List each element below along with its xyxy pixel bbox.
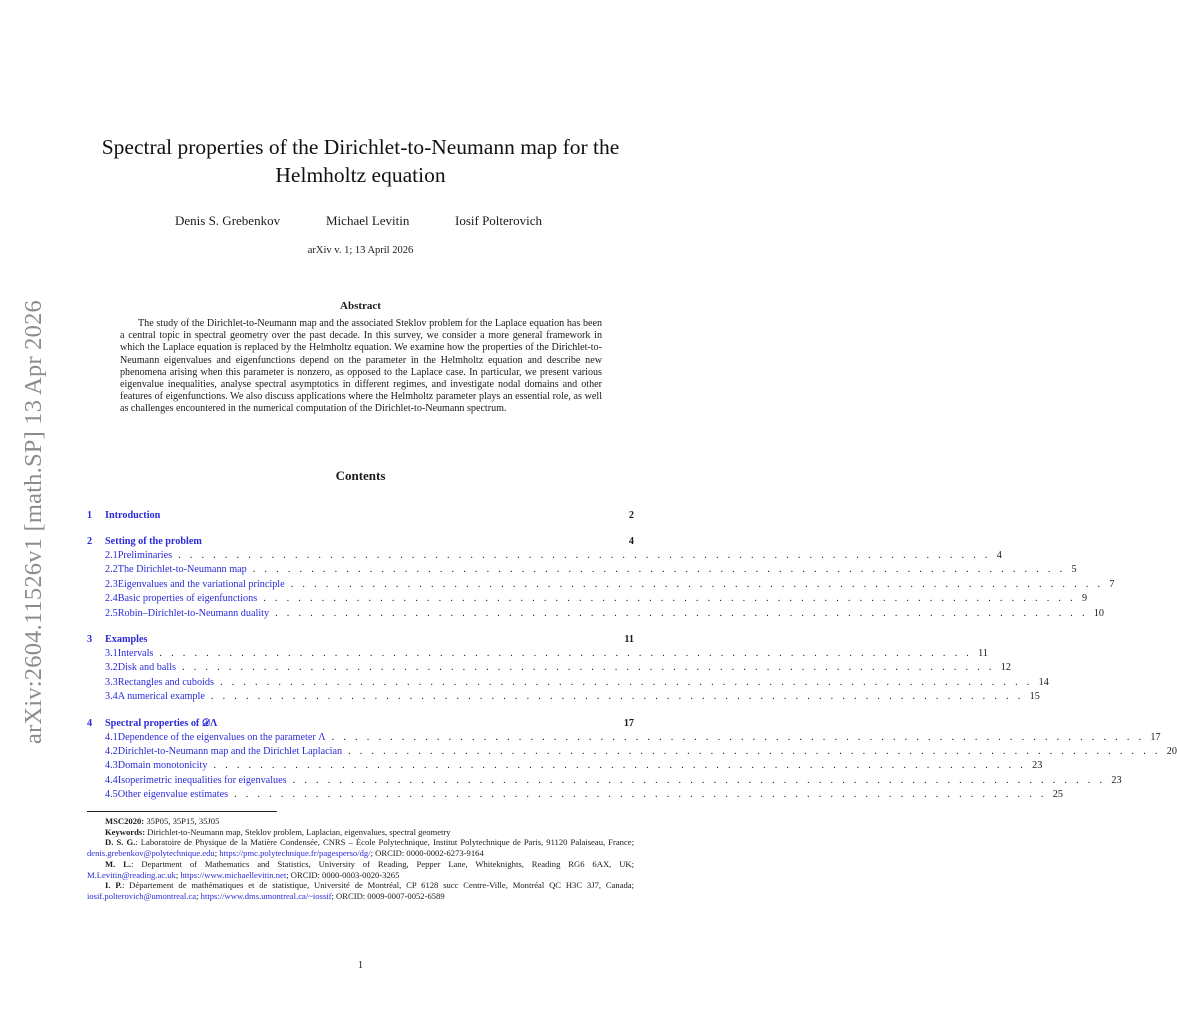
toc-page-number: 4	[996, 550, 1002, 561]
toc-section[interactable]	[87, 536, 634, 550]
toc-section[interactable]	[87, 510, 634, 524]
toc-page-number: 10	[1093, 607, 1105, 619]
toc-subsection-title[interactable]: Other eigenvalue estimates	[117, 789, 229, 801]
toc-subsection[interactable]	[87, 774, 1122, 789]
keywords-line	[87, 827, 634, 838]
toc-leader-dots: . . . . . . . . . . . . . . . . . . . . . . . . . . . . . . . . . . . . . . . . . . . . . . . . . . . . . . . . . . . . . . . . . . . . . .	[219, 676, 1033, 688]
author-name: Michael Levitin	[326, 213, 410, 228]
toc-subsection-number: 4.5	[105, 789, 118, 801]
affiliation-text: : Laboratoire de Physique de la Matière Condensée, CNRS – École Polytechnique, Institut Polytechnique de Paris, 91120 Palaiseau, France;	[135, 837, 634, 848]
author-name: Denis S. Grebenkov	[175, 213, 281, 228]
msc-value: 35P05, 35P15, 35J05	[146, 816, 220, 826]
toc-subsection-number: 4.3	[105, 760, 118, 772]
toc-subsection-title[interactable]: Rectangles and cuboids	[117, 676, 214, 688]
affiliation-ip: I. P.: Département de mathématiques et de statistique, Université de Montréal, CP 6128 succ Centre-Ville, Montréal QC H3C 3J7, Canada; iosif.polterovich@umontreal.ca; https://www.dms.umontreal.ca/~iossif; ORCID: 0009-0007-0052-6589	[87, 880, 635, 901]
toc-section-number: 4	[87, 717, 93, 729]
toc-subsection-number: 3.4	[105, 691, 118, 703]
email-link[interactable]: denis.grebenkov@polytechnique.edu	[87, 848, 215, 859]
toc-subsection-title[interactable]: Preliminaries	[117, 550, 173, 561]
page-number: 1	[357, 960, 364, 971]
toc-leader-dots: . . . . . . . . . . . . . . . . . . . . . . . . . . . . . . . . . . . . . . . . . . . . . . . . . . . . . . . . . . . . . . . . . . . . . .	[331, 731, 1145, 743]
toc-leader-dots: . . . . . . . . . . . . . . . . . . . . . . . . . . . . . . . . . . . . . . . . . . . . . . . . . . . . . . . . . . . . . . . . . . . . . .	[178, 550, 991, 561]
homepage-link[interactable]: https://pmc.polytechnique.fr/pagesperso/dg/	[219, 848, 371, 859]
toc-subsection-title[interactable]: Intervals	[117, 647, 154, 659]
affiliation-text: : Department of Mathematics and Statistics, University of Reading, Pepper Lane, Whiteknights, Reading RG6 6AX, UK;	[131, 858, 635, 869]
toc-section-title[interactable]: Introduction	[105, 510, 161, 521]
toc-subsection[interactable]	[87, 676, 1049, 691]
author-initials: M. L.	[105, 858, 132, 869]
toc-subsection-title[interactable]: Dirichlet-to-Neumann map and the Dirichlet Laplacian	[117, 745, 343, 757]
keywords-value: Dirichlet-to-Neumann map, Steklov problem, Laplacian, eigenvalues, spectral geometry	[147, 826, 451, 837]
author-list	[0, 213, 721, 231]
toc-page-number: 23	[1032, 760, 1043, 772]
toc-leader-dots: . . . . . . . . . . . . . . . . . . . . . . . . . . . . . . . . . . . . . . . . . . . . . . . . . . . . . . . . . . . . . . . . . . . . . .	[234, 789, 1047, 801]
toc-subsection-title[interactable]: Disk and balls	[117, 662, 177, 674]
footnotes	[87, 816, 634, 902]
email-link[interactable]: M.Levitin@reading.ac.uk	[87, 869, 176, 880]
toc-page-number: 9	[1081, 593, 1088, 605]
toc-subsection[interactable]	[87, 789, 1063, 803]
toc-subsection[interactable]	[87, 607, 1105, 622]
toc-leader-dots: . . . . . . . . . . . . . . . . . . . . . . . . . . . . . . . . . . . . . . . . . . . . . . . . . . . . . . . . . . . . . . . . . . . . . .	[213, 760, 1027, 772]
toc-subsection-number: 4.4	[105, 774, 118, 786]
toc-subsection-title[interactable]: Domain monotonicity	[117, 760, 208, 772]
msc-label: MSC2020:	[105, 816, 145, 826]
toc-section[interactable]	[87, 634, 634, 648]
toc-leader-dots: . . . . . . . . . . . . . . . . . . . . . . . . . . . . . . . . . . . . . . . . . . . . . . . . . . . . . . . . . . . . . . . . . . . . . .	[275, 607, 1088, 619]
toc-page-number: 23	[1111, 774, 1122, 786]
toc-section-number: 2	[87, 536, 93, 547]
toc-page-number: 5	[1071, 564, 1077, 576]
toc-subsection[interactable]	[87, 647, 988, 662]
toc-subsection-number: 3.3	[105, 676, 118, 688]
toc-subsection-title[interactable]: A numerical example	[117, 691, 205, 703]
version-date: arXiv v. 1; 13 April 2026	[307, 245, 414, 256]
toc-leader-dots: . . . . . . . . . . . . . . . . . . . . . . . . . . . . . . . . . . . . . . . . . . . . . . . . . . . . . . . . . . . . . . . . . . . . . .	[159, 647, 973, 659]
toc-section-title[interactable]: Examples	[105, 633, 148, 645]
toc-page-number: 11	[978, 647, 988, 659]
toc-subsection-title[interactable]: Basic properties of eigenfunctions	[117, 593, 258, 605]
homepage-link[interactable]: https://www.michaellevitin.net	[180, 869, 287, 880]
toc-leader-dots: . . . . . . . . . . . . . . . . . . . . . . . . . . . . . . . . . . . . . . . . . . . . . . . . . . . . . . . . . . . . . . . . . . . . . .	[263, 593, 1076, 605]
toc-leader-dots: . . . . . . . . . . . . . . . . . . . . . . . . . . . . . . . . . . . . . . . . . . . . . . . . . . . . . . . . . . . . . . . . . . . . . .	[292, 774, 1106, 786]
toc-subsection[interactable]	[87, 745, 1177, 760]
toc-leader-dots: . . . . . . . . . . . . . . . . . . . . . . . . . . . . . . . . . . . . . . . . . . . . . . . . . . . . . . . . . . . . . . . . . . . . . .	[290, 578, 1104, 590]
toc-page-number: 17	[623, 717, 634, 729]
affiliation-text: : Département de mathématiques et de statistique, Université de Montréal, CP 6128 succ Centre-Ville, Montréal QC H3C 3J7, Canada;	[121, 880, 635, 891]
toc-subsection[interactable]	[87, 662, 1011, 676]
toc-section-title[interactable]: Spectral properties of 𝒟Λ	[105, 717, 218, 729]
toc-page-number: 15	[1029, 691, 1040, 703]
keywords-label: Keywords:	[105, 826, 146, 837]
toc-subsection-title[interactable]: Robin–Dirichlet-to-Neumann duality	[117, 607, 270, 619]
email-link[interactable]: iosif.polterovich@umontreal.ca	[87, 890, 197, 901]
toc-subsection-number: 2.3	[105, 578, 118, 590]
toc-page-number: 25	[1052, 789, 1063, 801]
contents-heading: Contents	[335, 468, 386, 483]
toc-subsection-number: 4.1	[105, 731, 118, 743]
toc-subsection[interactable]	[87, 564, 1077, 578]
toc-subsection[interactable]	[87, 550, 1002, 564]
toc-subsection[interactable]	[87, 760, 1043, 774]
affiliation-ml: M. L.: Department of Mathematics and Statistics, University of Reading, Pepper Lane, Whiteknights, Reading RG6 6AX, UK; M.Levitin@reading.ac.uk; https://www.michaellevitin.net; ORCID: 0000-0003-0020-3265	[87, 858, 635, 880]
toc-page-number: 4	[628, 536, 634, 547]
orcid-text: ; ORCID: 0000-0002-6273-9164	[370, 848, 484, 859]
toc-subsection[interactable]	[87, 691, 1040, 705]
toc-subsection[interactable]	[87, 593, 1088, 607]
toc-page-number: 11	[624, 633, 634, 645]
paper-title: Spectral properties of the Dirichlet-to-Neumann map for the Helmholtz equation	[101, 135, 620, 187]
toc-page-number: 7	[1109, 578, 1115, 590]
msc-line	[87, 816, 634, 827]
toc-subsection-number: 2.1	[105, 550, 118, 561]
toc-subsection-number: 3.2	[105, 662, 118, 674]
toc-subsection-title[interactable]: Eigenvalues and the variational principle	[117, 578, 285, 590]
toc-subsection-number: 3.1	[105, 647, 118, 659]
toc-leader-dots: . . . . . . . . . . . . . . . . . . . . . . . . . . . . . . . . . . . . . . . . . . . . . . . . . . . . . . . . . . . . . . . . . . . . . .	[182, 662, 995, 674]
toc-leader-dots: . . . . . . . . . . . . . . . . . . . . . . . . . . . . . . . . . . . . . . . . . . . . . . . . . . . . . . . . . . . . . . . . . . . . . .	[252, 564, 1066, 576]
arxiv-side-stamp: arXiv:2604.11526v1 [math.SP] 13 Apr 2026	[20, 300, 47, 744]
toc-page-number: 17	[1150, 731, 1161, 743]
toc-subsection-number: 2.4	[105, 593, 118, 605]
toc-page-number: 12	[1000, 662, 1011, 674]
toc-leader-dots: . . . . . . . . . . . . . . . . . . . . . . . . . . . . . . . . . . . . . . . . . . . . . . . . . . . . . . . . . . . . . . . . . . . . . .	[210, 691, 1024, 703]
toc-section-title[interactable]: Setting of the problem	[105, 536, 202, 547]
affiliation-dsg: D. S. G.: Laboratoire de Physique de la Matière Condensée, CNRS – École Polytechnique, Institut Polytechnique de Paris, 91120 Palaiseau, France; denis.grebenkov@polytechnique.edu; https://pmc.polytechnique.fr/pagesperso/dg/; ORCID: 0000-0002-6273-9164	[87, 837, 634, 859]
table-of-contents	[87, 510, 1177, 803]
toc-section[interactable]	[87, 718, 634, 732]
toc-subsection-title[interactable]: Isoperimetric inequalities for eigenvalues	[117, 774, 287, 786]
homepage-link[interactable]: https://www.dms.umontreal.ca/~iossif	[200, 890, 332, 901]
toc-subsection-title[interactable]: Dependence of the eigenvalues on the parameter Λ	[117, 731, 326, 743]
toc-section-number: 3	[87, 633, 93, 645]
abstract-heading: Abstract	[340, 300, 381, 312]
toc-section-number: 1	[87, 510, 93, 521]
toc-subsection-title[interactable]: The Dirichlet-to-Neumann map	[117, 564, 247, 576]
author-initials: D. S. G.	[105, 837, 136, 848]
orcid-text: ; ORCID: 0000-0003-0020-3265	[286, 869, 400, 880]
toc-page-number: 20	[1166, 745, 1177, 757]
toc-subsection[interactable]	[87, 731, 1161, 746]
toc-page-number: 14	[1038, 676, 1049, 688]
author-name: Iosif Polterovich	[455, 213, 543, 228]
toc-subsection-number: 2.5	[105, 607, 118, 619]
footnote-rule	[87, 811, 277, 812]
toc-leader-dots: . . . . . . . . . . . . . . . . . . . . . . . . . . . . . . . . . . . . . . . . . . . . . . . . . . . . . . . . . . . . . . . . . . . . . .	[348, 745, 1161, 757]
toc-subsection-number: 2.2	[105, 564, 118, 576]
author-initials: I. P.	[105, 880, 122, 891]
abstract-text: The study of the Dirichlet-to-Neumann map and the associated Steklov problem for the Laplace equation has been a central topic in spectral geometry over the past decade. In this survey, we consider a more general framework in which the Laplace equation is replaced by the Helmholtz equation. We examine how the properties of the Dirichlet-to-Neumann eigenvalues and eigenfunctions depend on the parameter in the Helmholtz equation and describe new phenomena arising when this parameter is nonzero, as opposed to the Laplace case. In particular, we present various eigenvalue inequalities, analyse spectral asymptotics in different regimes, and investigate nodal domains and other features of eigenfunctions. We also discuss applications where the Helmholtz parameter plays an essential role, as well as challenges encountered in the numerical computation of the Dirichlet-to-Neumann spectrum.	[120, 318, 602, 415]
toc-page-number: 2	[628, 510, 634, 521]
orcid-text: ; ORCID: 0009-0007-0052-6589	[331, 890, 445, 901]
toc-subsection[interactable]	[87, 578, 1115, 593]
toc-subsection-number: 4.2	[105, 745, 118, 757]
